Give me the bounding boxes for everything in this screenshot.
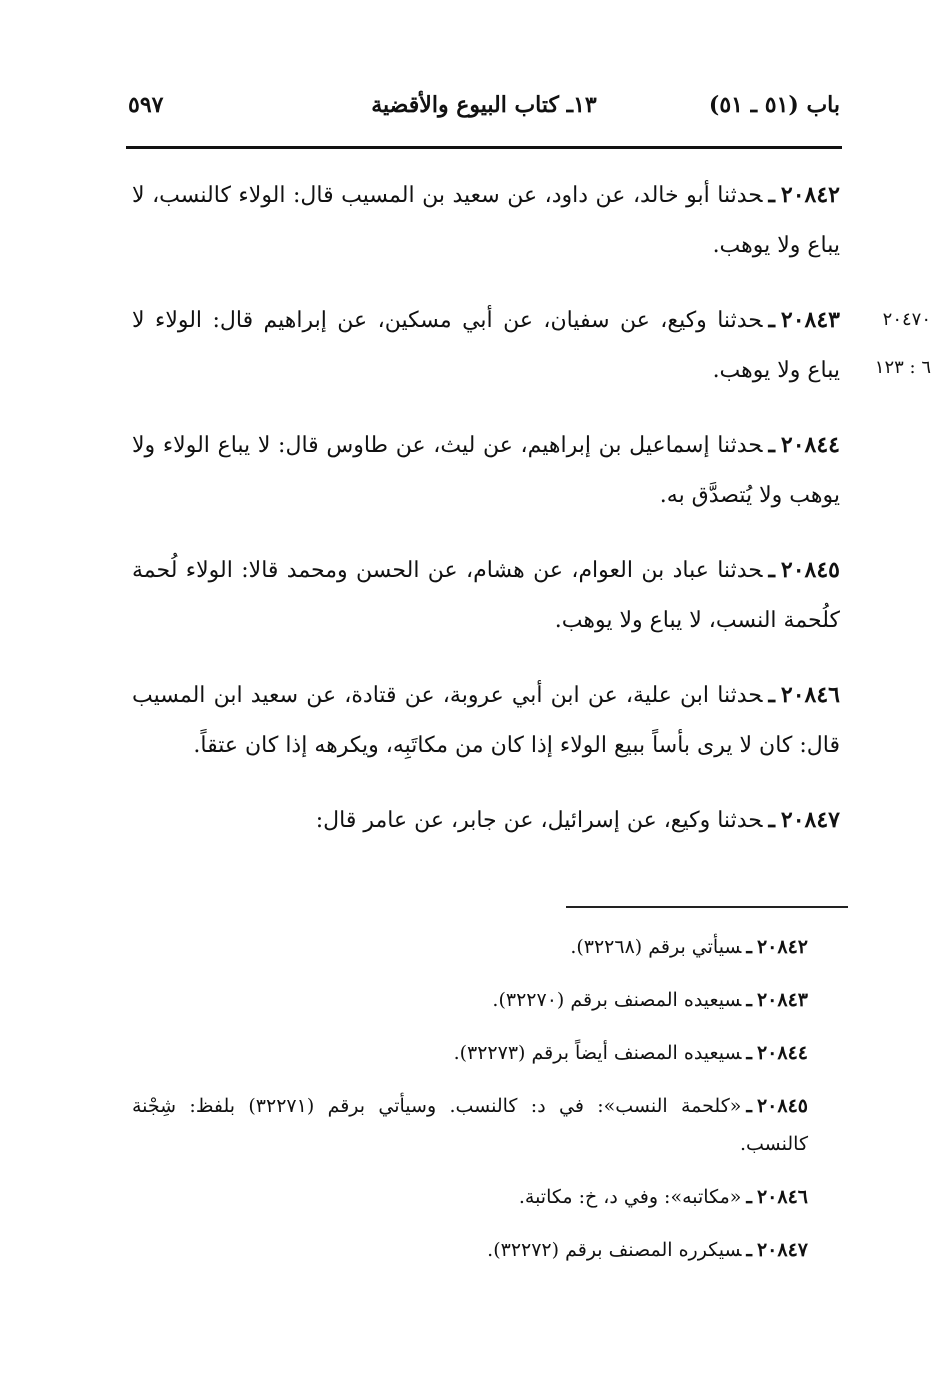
entry-text: حدثنا إسماعيل بن إبراهيم، عن ليث، عن طاوس قال: لا يباع الولاء ولا يوهب ولا يُتصدَّق به. bbox=[132, 433, 840, 508]
entry-dash: ـ bbox=[768, 682, 775, 708]
page-number: ٥٩٧ bbox=[128, 92, 164, 118]
entry-dash: ـ bbox=[768, 182, 775, 208]
footnote bbox=[132, 981, 850, 1019]
footnote-number: ٢٠٨٤٥ bbox=[756, 1095, 808, 1117]
entry-text: حدثنا وكيع، عن إسرائيل، عن جابر، عن عامر قال: bbox=[315, 808, 763, 833]
footnote-separator bbox=[566, 906, 848, 908]
hadith-entry bbox=[132, 795, 840, 846]
hadith-entry bbox=[132, 295, 840, 396]
entry-number: ٢٠٨٤٦ bbox=[780, 682, 840, 708]
hadith-entry bbox=[132, 545, 840, 646]
margin-reference: ٢٠٤٧٠ bbox=[882, 309, 931, 330]
footnote-dash: ـ bbox=[746, 1095, 752, 1117]
page-header bbox=[128, 92, 840, 132]
footnote-text: سيأتي برقم (٣٢٢٦٨). bbox=[570, 936, 742, 958]
entry-number: ٢٠٨٤٥ bbox=[780, 557, 840, 583]
footnote-number: ٢٠٨٤٣ bbox=[756, 989, 808, 1011]
entry-dash: ـ bbox=[768, 807, 775, 833]
footnotes bbox=[132, 928, 850, 1284]
entry-text: حدثنا ابن علية، عن ابن أبي عروبة، عن قتادة، عن سعيد ابن المسيب قال: كان لا يرى بأساً ببيع الولاء إذا كان من مكاتَبِه، ويكرهه إذا كان عتقاً. bbox=[132, 683, 840, 758]
footnote bbox=[132, 1034, 850, 1072]
footnote-dash: ـ bbox=[746, 1186, 752, 1208]
hadith-entries bbox=[132, 170, 840, 870]
header-rule bbox=[126, 146, 842, 149]
hadith-entry bbox=[132, 420, 840, 521]
footnote-number: ٢٠٨٤٤ bbox=[756, 1042, 808, 1064]
footnote-text: سيعيده المصنف برقم (٣٢٢٧٠). bbox=[492, 989, 742, 1011]
footnote bbox=[132, 1178, 850, 1216]
entry-text: حدثنا عباد بن العوام، عن هشام، عن الحسن ومحمد قالا: الولاء لُحمة كلُحمة النسب، لا يباع ولا يوهب. bbox=[132, 558, 840, 633]
footnote-dash: ـ bbox=[746, 1042, 752, 1064]
footnote-text: «مكاتبه»: وفي د، خ: مكاتبة. bbox=[518, 1186, 742, 1208]
entry-number: ٢٠٨٤٢ bbox=[780, 182, 840, 208]
footnote-dash: ـ bbox=[746, 989, 752, 1011]
entry-dash: ـ bbox=[768, 307, 775, 333]
hadith-entry bbox=[132, 170, 840, 271]
footnote-number: ٢٠٨٤٦ bbox=[756, 1186, 808, 1208]
footnote-number: ٢٠٨٤٢ bbox=[756, 936, 808, 958]
chapter-heading: باب (٥١ ـ ٥١) bbox=[708, 92, 840, 118]
footnote bbox=[132, 928, 850, 966]
entry-dash: ـ bbox=[768, 432, 775, 458]
hadith-entry bbox=[132, 670, 840, 771]
entry-dash: ـ bbox=[768, 557, 775, 583]
footnote-dash: ـ bbox=[746, 936, 752, 958]
footnote-dash: ـ bbox=[746, 1239, 752, 1261]
footnote bbox=[132, 1087, 850, 1163]
entry-text: حدثنا أبو خالد، عن داود، عن سعيد بن المسيب قال: الولاء كالنسب، لا يباع ولا يوهب. bbox=[132, 183, 840, 258]
margin-reference: ٦ : ١٢٣ bbox=[874, 357, 931, 378]
entry-number: ٢٠٨٤٣ bbox=[780, 307, 840, 333]
entry-text: حدثنا وكيع، عن سفيان، عن أبي مسكين، عن إبراهيم قال: الولاء لا يباع ولا يوهب. bbox=[132, 308, 840, 383]
footnote-text: سيعيده المصنف أيضاً برقم (٣٢٢٧٣). bbox=[453, 1042, 742, 1064]
footnote-text: «كلحمة النسب»: في د: كالنسب. وسيأتي برقم (٣٢٢٧١) بلفظ: شِجْنة كالنسب. bbox=[132, 1095, 808, 1155]
footnote bbox=[132, 1231, 850, 1269]
entry-number: ٢٠٨٤٧ bbox=[780, 807, 840, 833]
entry-number: ٢٠٨٤٤ bbox=[780, 432, 840, 458]
footnote-text: سيكرره المصنف برقم (٣٢٢٧٢). bbox=[487, 1239, 742, 1261]
footnote-number: ٢٠٨٤٧ bbox=[756, 1239, 808, 1261]
book-title: ١٣ـ كتاب البيوع والأقضية bbox=[371, 92, 597, 118]
